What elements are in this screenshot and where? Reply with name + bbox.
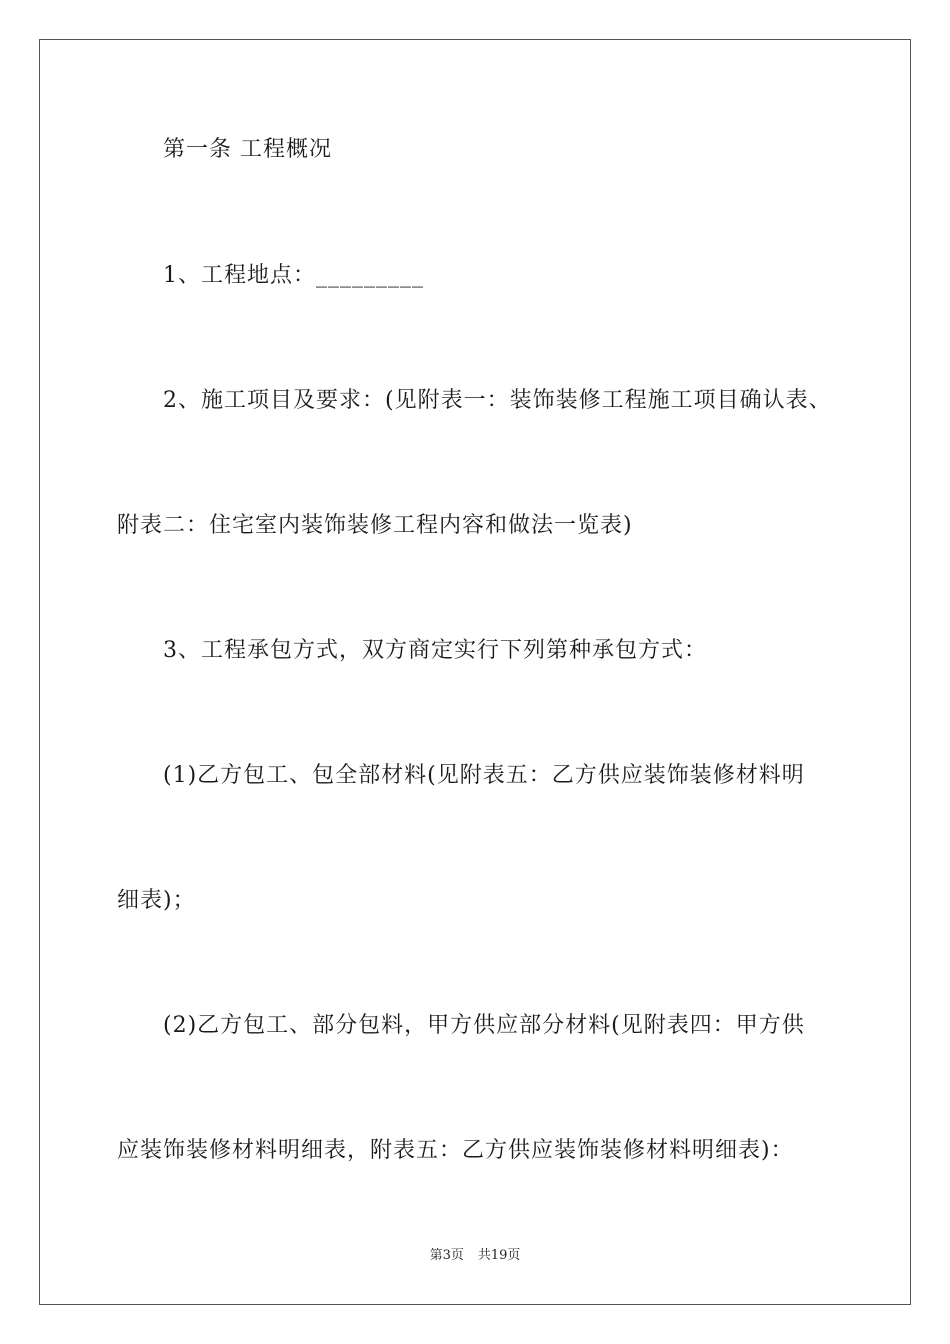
paragraph-line: 应装饰装修材料明细表，附表五：乙方供应装饰装修材料明细表)： bbox=[117, 1138, 794, 1163]
paragraph-line: (1)乙方包工、包全部材料(见附表五：乙方供应装饰装修材料明 bbox=[163, 763, 805, 788]
paragraph-line: 1、工程地点：_________ bbox=[163, 263, 424, 288]
paragraph-line: 2、施工项目及要求：(见附表一：装饰装修工程施工项目确认表、 bbox=[163, 388, 832, 413]
paragraph-line: 细表)； bbox=[117, 888, 196, 913]
paragraph-line: 3、工程承包方式，双方商定实行下列第种承包方式： bbox=[163, 638, 707, 663]
paragraph-line: (2)乙方包工、部分包料，甲方供应部分材料(见附表四：甲方供 bbox=[163, 1013, 805, 1038]
section-heading: 第一条 工程概况 bbox=[163, 137, 332, 162]
page-border bbox=[39, 39, 911, 1305]
paragraph-line: 附表二：住宅室内装饰装修工程内容和做法一览表) bbox=[117, 513, 633, 538]
page-number: 第3页 bbox=[429, 1248, 464, 1263]
page-total: 共19页 bbox=[477, 1248, 521, 1263]
page-footer bbox=[0, 1247, 950, 1265]
